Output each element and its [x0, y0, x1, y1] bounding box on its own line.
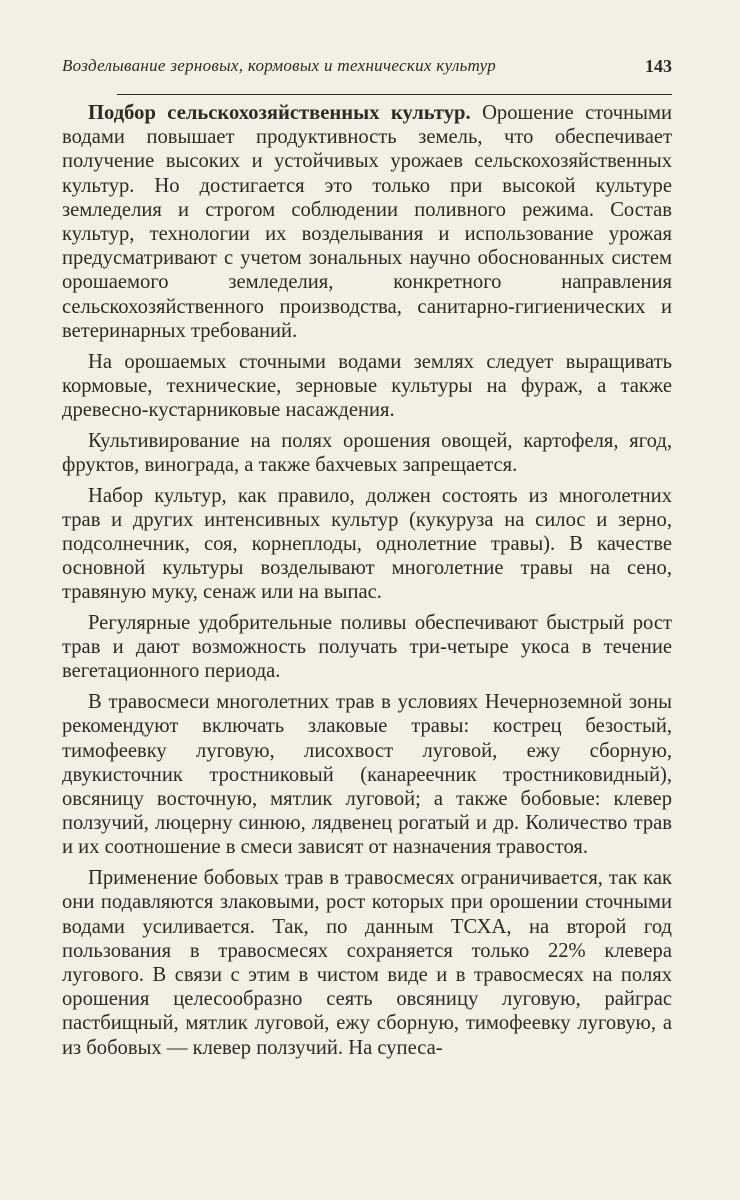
paragraph-text: Орошение сточными водами повышает продуктивность земель, что обеспечивает получение высоких и устойчивых урожаев сельскохозяйственных культур. Но достигается это только при высокой культуре земледелия и строгом соблюдении поливного режима. Состав культур, технологии их возделывания и использование урожая предусматривают с учетом зональных научно обоснованных систем орошаемого земледелия, конкретного направления сельскохозяйственного производства, санитарно-гигиенических и ветеринарных требований.: [62, 102, 672, 342]
page-number: 143: [645, 56, 672, 76]
body-text: [62, 101, 672, 1060]
paragraph-7: Применение бобовых трав в травосмесях ограничивается, так как они подавляются злаковыми, рост которых при орошении сточными водами усиливается. Так, по данным ТСХА, на второй год пользования в травосмесях сохраняется только 22% клевера лугового. В связи с этим в чистом виде и в травосмесях на полях орошения целесообразно сеять овсяницу луговую, райграс пастбищный, мятлик луговой, ежу сборную, тимофеевку луговую, а из бобовых — клевер ползучий. На супеса-: [62, 867, 672, 1059]
running-head: [62, 56, 672, 98]
paragraph-5: Регулярные удобрительные поливы обеспечивают быстрый рост трав и дают возможность получать три-четыре укоса в течение вегетационного периода.: [62, 612, 672, 683]
paragraph-3: Культивирование на полях орошения овощей, картофеля, ягод, фруктов, винограда, а также бахчевых запрещается.: [62, 429, 672, 476]
header-rule: [117, 94, 672, 95]
running-title: Возделывание зерновых, кормовых и технических культур: [62, 56, 497, 75]
paragraph-1: [62, 101, 672, 343]
paragraph-2: На орошаемых сточными водами землях следует выращивать кормовые, технические, зерновые культуры на фураж, а также древесно-кустарниковые насаждения.: [62, 350, 672, 421]
paragraph-4: Набор культур, как правило, должен состоять из многолетних трав и других интенсивных культур (кукуруза на силос и зерно, подсолнечник, соя, корнеплоды, однолетние травы). В качестве основной культуры возделывают многолетние травы на сено, травяную муку, сенаж или на выпас.: [62, 484, 672, 604]
section-heading: Подбор сельскохозяйственных культур.: [88, 102, 471, 124]
paragraph-6: В травосмеси многолетних трав в условиях Нечерноземной зоны рекомендуют включать злаковые травы: кострец безостый, тимофеевку луговую, лисохвост луговой, ежу сборную, двукисточник тростниковый (канареечник тростниковидный), овсяницу восточную, мятлик луговой; а также бобовые: клевер ползучий, люцерну синюю, лядвенец рогатый и др. Количество трав и их соотношение в смеси зависят от назначения травостоя.: [62, 691, 672, 859]
